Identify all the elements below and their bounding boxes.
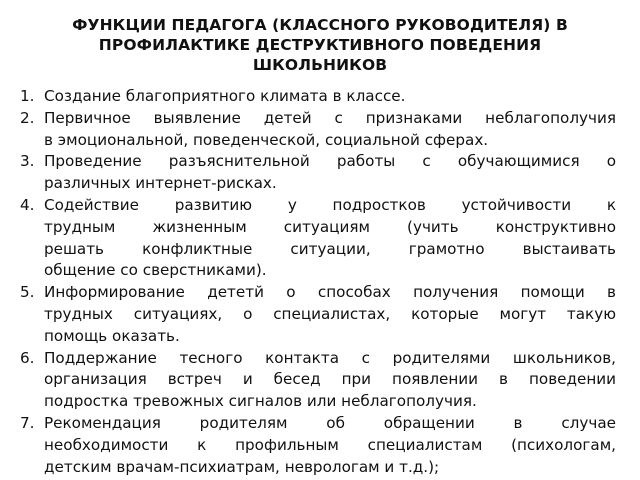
title-line: ШКОЛЬНИКОВ <box>252 56 388 74</box>
item-text-line: в эмоциональной, поведенческой, социальной сферах. <box>44 130 489 149</box>
list-item-7 <box>0 413 640 478</box>
title-line: ПРОФИЛАКТИКЕ ДЕСТРУКТИВНОГО ПОВЕДЕНИЯ <box>98 36 542 54</box>
item-text-line: решать конфликтные ситуации, грамотно выстаивать <box>44 239 616 258</box>
item-text-line: необходимости к профильным специалистам (психологам, <box>44 435 616 454</box>
item-text-line: подростка тревожных сигналов или неблагополучия. <box>44 392 477 411</box>
functions-list <box>0 86 640 478</box>
list-item-1 <box>0 86 640 108</box>
item-text-line: трудных ситуациях, о специалистах, которые могут такую <box>44 304 616 323</box>
item-text-line: детским врачам-психиатрам, неврологам и т.д.); <box>44 457 440 476</box>
list-item-6 <box>0 348 640 413</box>
item-number: 4. <box>20 195 35 214</box>
list-item-5 <box>0 282 640 347</box>
item-text-line: Содействие развитию у подростков устойчивости к <box>44 195 616 214</box>
item-number: 5. <box>20 283 35 302</box>
list-item-2 <box>0 108 640 152</box>
item-text-line: организация встреч и бесед при появлении в поведении <box>44 370 616 389</box>
item-text-line: Рекомендация родителям об обращении в случае <box>44 413 616 432</box>
item-text-line: помощь оказать. <box>44 326 180 345</box>
item-text-line: общение со сверстниками). <box>44 261 267 280</box>
item-number: 2. <box>20 108 35 127</box>
item-number: 1. <box>20 87 35 105</box>
item-text-line: Информирование дететй о способах получения помощи в <box>44 283 616 302</box>
item-text-line: Поддержание тесного контакта с родителями школьников, <box>44 348 616 367</box>
item-text-line: Проведение разъяснительной работы с обучающимися о <box>44 152 616 171</box>
item-text-line: трудным жизненным ситуациям (учить конструктивно <box>44 217 616 236</box>
item-number: 6. <box>20 348 35 367</box>
item-number: 7. <box>20 413 35 432</box>
item-text-line: Первичное выявление детей с признаками неблагополучия <box>44 108 616 127</box>
title-line: ФУНКЦИИ ПЕДАГОГА (КЛАССНОГО РУКОВОДИТЕЛЯ) В <box>72 16 568 34</box>
item-text-line: различных интернет-рисках. <box>44 174 277 193</box>
list-item-3 <box>0 151 640 195</box>
item-text-line: Создание благоприятного климата в классе. <box>44 87 406 105</box>
item-number: 3. <box>20 152 35 171</box>
slide-title <box>20 15 620 75</box>
list-item-4 <box>0 195 640 282</box>
